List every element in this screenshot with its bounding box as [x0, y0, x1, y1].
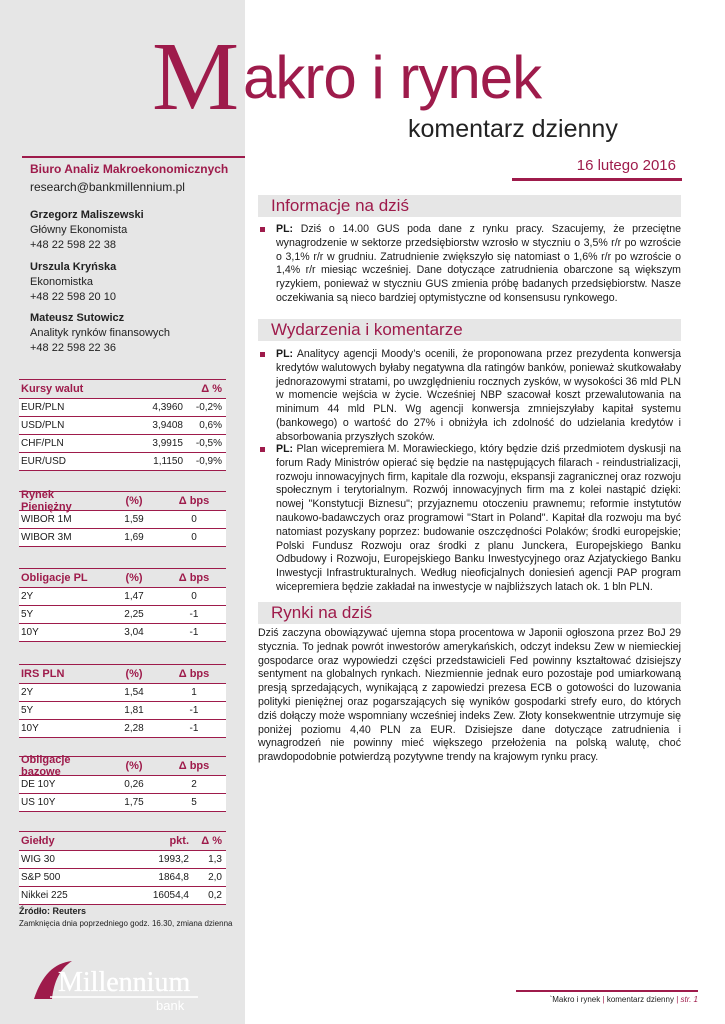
section-header — [258, 195, 681, 217]
table-cell: 2,28 — [124, 723, 144, 734]
news-lead: PL: — [276, 443, 294, 455]
table-row — [19, 624, 226, 642]
table-cell: 5 — [191, 797, 197, 808]
section-header — [258, 319, 681, 341]
news-text — [276, 223, 681, 306]
table-cell: -1 — [189, 705, 199, 716]
table-cell: 3,9915 — [152, 438, 183, 449]
table-header-col: pkt. — [169, 835, 189, 847]
table-row — [19, 417, 226, 435]
table-cell: 1 — [191, 687, 197, 698]
table-cell: 0 — [191, 532, 197, 543]
table-cell: 10Y — [21, 723, 39, 734]
table-row — [19, 794, 226, 812]
section-title: Informacje na dziś — [271, 196, 409, 215]
table-cell: 1,54 — [124, 687, 144, 698]
table-cell: 0 — [191, 514, 197, 525]
table-header-label: IRS PLN — [21, 668, 65, 680]
table-cell: -0,5% — [195, 438, 222, 449]
table-header-label: Obligacje PL — [21, 572, 88, 584]
fx-table — [19, 379, 226, 471]
table-cell: 2Y — [21, 591, 34, 602]
footer-subtitle: komentarz dzienny — [606, 995, 674, 1004]
table-cell: 1,75 — [124, 797, 144, 808]
person-role: Analityk rynków finansowych — [30, 327, 171, 339]
table-cell: 1,81 — [124, 705, 144, 716]
table-cell: 4,3960 — [152, 402, 183, 413]
table-cell: 1864,8 — [158, 872, 189, 883]
base-bonds-table — [19, 756, 226, 812]
table-cell: 16054,4 — [152, 890, 189, 901]
table-cell: S&P 500 — [21, 872, 61, 883]
person-name: Mateusz Sutowicz — [30, 312, 125, 324]
report-title: akro i rynek — [243, 44, 542, 111]
table-header-col: Δ % — [201, 383, 222, 395]
table-cell: WIBOR 1M — [21, 514, 72, 525]
table-cell: -1 — [189, 723, 199, 734]
table-row — [19, 869, 226, 887]
table-cell: USD/PLN — [21, 420, 65, 431]
table-cell: 1,3 — [208, 854, 222, 865]
table-header-col: (%) — [125, 668, 143, 680]
person-name: Grzegorz Maliszewski — [30, 209, 144, 221]
data-source: Źródło: Reuters — [19, 906, 87, 916]
table-header-col: (%) — [125, 760, 143, 772]
table-cell: 3,04 — [124, 627, 144, 638]
table-cell: WIBOR 3M — [21, 532, 72, 543]
report-date: 16 lutego 2016 — [576, 157, 676, 174]
section-header — [258, 602, 681, 624]
table-header-col: Δ bps — [178, 668, 210, 680]
table-cell: -1 — [189, 609, 199, 620]
money-market-table — [19, 491, 226, 547]
table-row — [19, 435, 226, 453]
irs-table — [19, 664, 226, 738]
table-cell: 1,59 — [124, 514, 144, 525]
table-row — [19, 684, 226, 702]
table-header — [19, 664, 226, 684]
table-row — [19, 453, 226, 471]
table-header-label: Kursy walut — [21, 383, 84, 395]
footer-separator: | — [676, 995, 681, 1004]
table-cell: 5Y — [21, 609, 34, 620]
sidebar-divider — [22, 156, 245, 158]
table-cell: 0,26 — [124, 779, 144, 790]
bullet-icon — [260, 352, 265, 357]
table-row — [19, 399, 226, 417]
table-cell: EUR/PLN — [21, 402, 65, 413]
contact-person — [30, 208, 144, 253]
section-title: Rynki na dziś — [271, 603, 373, 622]
contact-person — [30, 260, 116, 305]
table-cell: 1,1150 — [153, 456, 183, 467]
page-footer — [516, 990, 698, 1004]
table-header-col: Δ % — [201, 835, 222, 847]
news-text — [276, 348, 681, 445]
table-cell: WIG 30 — [21, 854, 55, 865]
bullet-icon — [260, 447, 265, 452]
table-header — [19, 831, 226, 851]
table-header — [19, 491, 226, 511]
table-cell: -1 — [189, 627, 199, 638]
person-role: Ekonomistka — [30, 276, 93, 288]
news-item — [258, 223, 681, 306]
table-cell: 2,0 — [208, 872, 222, 883]
person-phone: +48 22 598 22 38 — [30, 239, 116, 251]
person-phone: +48 22 598 20 10 — [30, 291, 116, 303]
news-text — [276, 443, 681, 595]
table-row — [19, 588, 226, 606]
data-note: Zamknięcia dnia poprzedniego godz. 16.30, zmiana dzienna — [19, 919, 233, 928]
table-cell: 2 — [191, 779, 197, 790]
table-cell: EUR/USD — [21, 456, 67, 467]
table-header-label: Obligacje bazowe — [21, 754, 71, 778]
table-cell: DE 10Y — [21, 779, 56, 790]
table-cell: -0,2% — [195, 402, 222, 413]
news-item — [258, 348, 681, 445]
table-row — [19, 887, 226, 905]
contact-person — [30, 311, 170, 356]
table-row — [19, 511, 226, 529]
table-cell: 0,6% — [199, 420, 222, 431]
table-cell: 10Y — [21, 627, 39, 638]
table-cell: 2Y — [21, 687, 34, 698]
table-header-col: Δ bps — [178, 495, 210, 507]
report-subtitle: komentarz dzienny — [408, 115, 618, 143]
table-header-label: Rynek Pieniężny — [21, 489, 72, 513]
table-header-label: Giełdy — [21, 835, 55, 847]
table-header-col: Δ bps — [178, 572, 210, 584]
table-header — [19, 379, 226, 399]
table-row — [19, 529, 226, 547]
table-cell: 1,69 — [124, 532, 144, 543]
table-cell: -0,9% — [195, 456, 222, 467]
page-number: str. 1 — [680, 995, 698, 1004]
table-row — [19, 702, 226, 720]
table-cell: 0 — [191, 591, 197, 602]
table-header — [19, 756, 226, 776]
table-cell: US 10Y — [21, 797, 56, 808]
table-row — [19, 720, 226, 738]
news-lead: PL: — [276, 348, 294, 360]
news-body: Analitycy agencji Moody’s ocenili, że proponowana przez prezydenta konwersja kredytów walutowych byłaby negatywna dla ratingów banków, ponieważ skutkowałaby jednorazowymi stratami, po uwzględnieniu rocznych zysków, w wysokości 36 mld PLN w momencie wejścia w życie. Wcześniej NBP szacował koszt przewalutowania na minimum 44 mld PLN. Wg agencji konwersja zmniejszyłaby kapitał systemu (bankowego) o wartość do 27% i obniżyła ich zdolność do udzielania kredytów i absorbowania przyszłych szoków. — [276, 348, 681, 443]
section-title: Wydarzenia i komentarze — [271, 320, 463, 339]
stock-indices-table — [19, 831, 226, 905]
pl-bonds-table — [19, 568, 226, 642]
table-cell: CHF/PLN — [21, 438, 64, 449]
person-name: Urszula Kryńska — [30, 261, 117, 273]
table-cell: 1,47 — [124, 591, 144, 602]
table-header-col: (%) — [125, 572, 143, 584]
table-cell: 0,2 — [208, 890, 222, 901]
bullet-icon — [260, 227, 265, 232]
logo-subtext: bank — [156, 998, 185, 1013]
table-cell: 5Y — [21, 705, 34, 716]
footer-title: `Makro i rynek — [549, 995, 601, 1004]
person-role: Główny Ekonomista — [30, 224, 128, 236]
table-row — [19, 851, 226, 869]
news-lead: PL: — [276, 223, 294, 235]
news-body: Plan wicepremiera M. Morawieckiego, który będzie dziś przedmiotem dyskusji na forum Rady Ministrów opierać się będzie na następujących filarach - reindustrializacji, rozwoju innowacyjnych firm, kapitale dla rozwoju, ekspansji zagranicznej oraz rozwoju społecznym i terytorialnym. Rozwój innowacyjnych firm ma z kolei nastąpić dzięki: nowej "Konstytucji Biznesu"; przyjaznemu otoczeniu prawnemu; reformie instytutów naukowo-badawczych oraz programowi "Start in Poland". Kapitał dla rozwoju ma być natomiast pozyskany poprzez: budowanie oszczędności Polaków; środki europejskie; Polski Fundusz Rozwoju oraz środki z planu Junckera, Europejskiego Banku Odbudowy i Rozwoju, Europejskiego Banku Inwestycyjnego oraz Azjatyckiego Banku Inwestycji Infrastrukturalnych. Według nieoficjalnych doniesień agencji PAP program wicepremiera będzie zakładał na inwestycje w najbliższych latach ok. 1 bln PLN. — [276, 443, 681, 593]
date-bar — [512, 155, 682, 181]
table-cell: Nikkei 225 — [21, 890, 68, 901]
logo-text: Millennium — [58, 967, 191, 998]
footer-separator: | — [602, 995, 607, 1004]
table-cell: 1993,2 — [158, 854, 189, 865]
person-phone: +48 22 598 22 36 — [30, 342, 116, 354]
news-body: Dziś o 14.00 GUS poda dane z rynku pracy. Szacujemy, że przeciętne wynagrodzenie w sektorze przedsiębiorstw wzrosło w styczniu o 3,5% r/r po wzroście o 3,1% r/r w grudniu. Zatrudnienie zwiększyło się natomiast o 1,6% r/r po wzroście o 1,4% r/r miesiąc wcześniej. Dane dotyczące zatrudnienia obarczone są większym ryzykiem, ponieważ w styczniu GUS zmienia próbę badanych przedsiębiorstw. Nasze oczekiwania są nieco bardziej optymistyczne od konsensusu rynkowego. — [276, 223, 681, 304]
department-name: Biuro Analiz Makroekonomicznych — [30, 162, 229, 176]
table-row — [19, 776, 226, 794]
contact-email[interactable]: research@bankmillennium.pl — [30, 180, 185, 194]
table-header — [19, 568, 226, 588]
title-initial: M — [152, 23, 240, 131]
table-header-col: (%) — [125, 495, 143, 507]
table-cell: 2,25 — [124, 609, 144, 620]
table-row — [19, 606, 226, 624]
markets-paragraph: Dziś zaczyna obowiązywać ujemna stopa procentowa w Japonii ogłoszona przez BoJ 29 stycznia. To jednak powrót inwestorów amerykańskich, odczyt indeksu Zew w niemieckiej gospodarce oraz wypowiedzi części przedstawicieli Fed powinny kształtować dzisiejszy sentyment na globalnych rynkach. Niezmiennie jednak euro pozostaje pod umiarkowaną presją sprzedających, wynikającą z zapowiedzi prezesa ECB o gotowości do luzowania polityki pieniężnej oraz pogarszających się wyników gospodarki strefy euro, do których dziś dołączy może wspomniany wcześniej indeks Zew. Złoty konsekwentnie utrzymuje się poniżej poziomu 4,40 PLN za EUR. Dzisiejsze dane dotyczące zatrudnienia i wynagrodzeń nie powinny mieć większego przełożenia na polską walutę, choć prawdopodobnie potwierdzą pozytywne trendy na krajowym rynku pracy. — [258, 627, 681, 764]
news-item — [258, 443, 681, 595]
table-header-col: Δ bps — [178, 760, 210, 772]
millennium-logo — [32, 955, 202, 1015]
table-cell: 3,9408 — [152, 420, 183, 431]
